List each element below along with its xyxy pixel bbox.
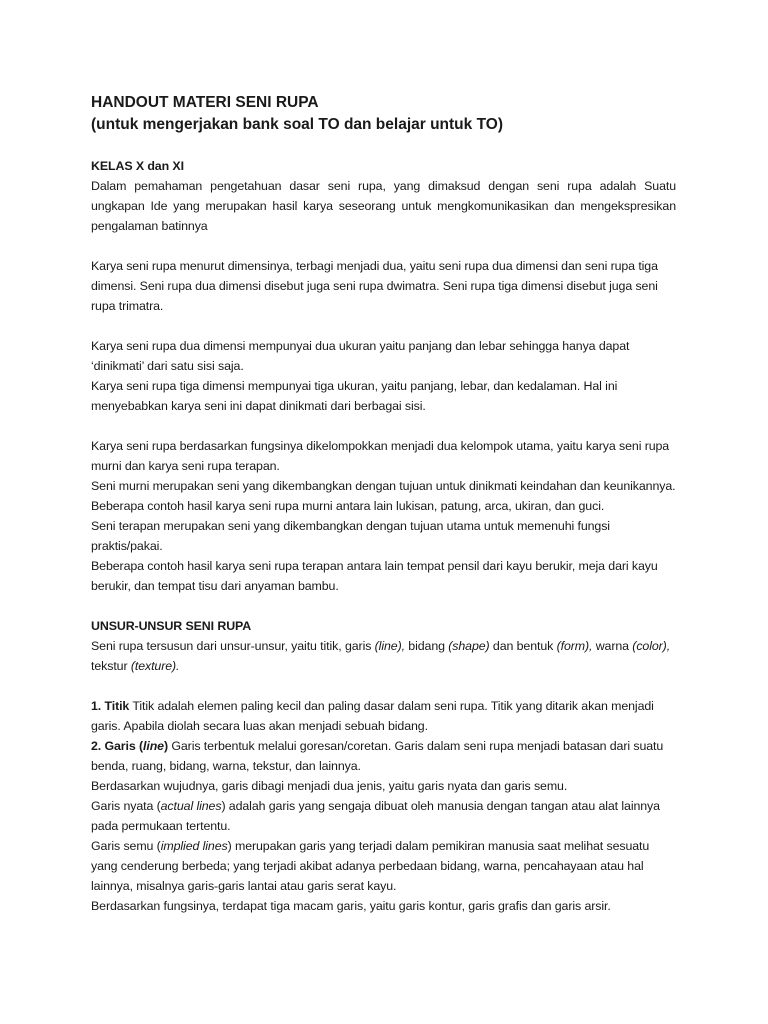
text-run: Garis semu (: [91, 839, 161, 853]
titik-paragraph: [91, 696, 676, 736]
two-dimension-paragraph: Karya seni rupa dua dimensi mempunyai dua ukuran yaitu panjang dan lebar sehingga hanya dapat ‘dinikmati’ dari satu sisi saja.: [91, 339, 630, 373]
spacer: [91, 236, 676, 256]
applied-examples-paragraph: Beberapa contoh hasil karya seni rupa terapan antara lain tempat pensil dari kayu berukir, meja dari kayu berukir, dan tempat tisu dari anyaman bambu.: [91, 559, 658, 593]
garis-semu-paragraph: [91, 836, 676, 896]
document-subtitle: (untuk mengerjakan bank soal TO dan belajar untuk TO): [91, 116, 503, 133]
spacer: [91, 596, 676, 616]
garis-functions-paragraph: Berdasarkan fungsinya, terdapat tiga macam garis, yaitu garis kontur, garis grafis dan garis arsir.: [91, 899, 611, 913]
three-dimension-paragraph: Karya seni rupa tiga dimensi mempunyai tiga ukuran, yaitu panjang, lebar, dan kedalaman. Hal ini menyebabkan karya seni ini dapat dinikmati dari berbagai sisi.: [91, 379, 618, 413]
term-color: (color),: [632, 639, 671, 653]
garis-paragraph: [91, 736, 676, 776]
text-run: bidang: [404, 639, 449, 653]
titik-label: 1. Titik: [91, 699, 130, 713]
term-texture: (texture).: [130, 659, 180, 673]
garis-nyata-paragraph: [91, 796, 676, 836]
garis-types-paragraph: Berdasarkan wujudnya, garis dibagi menjadi dua jenis, yaitu garis nyata dan garis semu.: [91, 779, 568, 793]
term-line: (line),: [374, 639, 405, 653]
text-run: Seni rupa tersusun dari unsur-unsur, yaitu titik, garis: [91, 639, 375, 653]
text-run: dan bentuk: [489, 639, 557, 653]
text-run: tekstur: [91, 659, 131, 673]
elements-intro-paragraph: [91, 636, 676, 676]
pure-art-paragraph: Seni murni merupakan seni yang dikembangkan dengan tujuan untuk dinikmati keindahan dan keunikannya. Beberapa contoh hasil karya seni rupa murni antara lain lukisan, patung, arca, ukiran, dan guci.: [91, 479, 676, 513]
term-shape: (shape): [448, 639, 490, 653]
elements-heading: UNSUR-UNSUR SENI RUPA: [91, 619, 252, 633]
document-page: [91, 92, 676, 916]
text-run: ) merupakan garis yang terjadi dalam pemikiran manusia saat melihat sesuatu yang cenderung berbeda; yang terjadi akibat adanya perbedaan bidang, warna, pencahayaan atau hal lainnya, misalnya garis-garis lantai atau garis serat kayu.: [91, 839, 650, 893]
function-paragraph: Karya seni rupa berdasarkan fungsinya dikelompokkan menjadi dua kelompok utama, yaitu karya seni rupa murni dan karya seni rupa terapan.: [91, 439, 670, 473]
garis-label: 2. Garis (: [91, 739, 144, 753]
garis-label-close: ): [163, 739, 169, 753]
spacer: [91, 676, 676, 696]
garis-label-italic: line: [143, 739, 164, 753]
garis-text: Garis terbentuk melalui goresan/coretan. Garis dalam seni rupa menjadi batasan dari suatu benda, ruang, bidang, warna, tekstur, dan lainnya.: [91, 739, 664, 773]
titik-text: Titik adalah elemen paling kecil dan paling dasar dalam seni rupa. Titik yang ditarik akan menjadi garis. Apabila diolah secara luas akan menjadi sebuah bidang.: [91, 699, 654, 733]
title-block: [91, 92, 676, 136]
text-run: ) adalah garis yang sengaja dibuat oleh manusia dengan tangan atau alat lainnya pada permukaan tertentu.: [91, 799, 660, 833]
term-implied-lines: implied lines: [160, 839, 228, 853]
term-form: (form),: [556, 639, 593, 653]
intro-paragraph: Dalam pemahaman pengetahuan dasar seni rupa, yang dimaksud dengan seni rupa adalah Suatu ungkapan Ide yang merupakan hasil karya seseorang untuk mengkomunikasikan dan mengekspresikan pengalaman batinnya: [91, 179, 676, 233]
spacer: [91, 316, 676, 336]
applied-art-paragraph: Seni terapan merupakan seni yang dikembangkan dengan tujuan utama untuk memenuhi fungsi praktis/pakai.: [91, 519, 610, 553]
term-actual-lines: actual lines: [160, 799, 222, 813]
document-title: HANDOUT MATERI SENI RUPA: [91, 94, 319, 111]
text-run: warna: [592, 639, 633, 653]
text-run: Garis nyata (: [91, 799, 161, 813]
dimension-paragraph: Karya seni rupa menurut dimensinya, terbagi menjadi dua, yaitu seni rupa dua dimensi dan seni rupa tiga dimensi. Seni rupa dua dimensi disebut juga seni rupa dwimatra. Seni rupa tiga dimensi disebut juga seni rupa trimatra.: [91, 259, 658, 313]
spacer: [91, 416, 676, 436]
class-heading: KELAS X dan XI: [91, 159, 184, 173]
